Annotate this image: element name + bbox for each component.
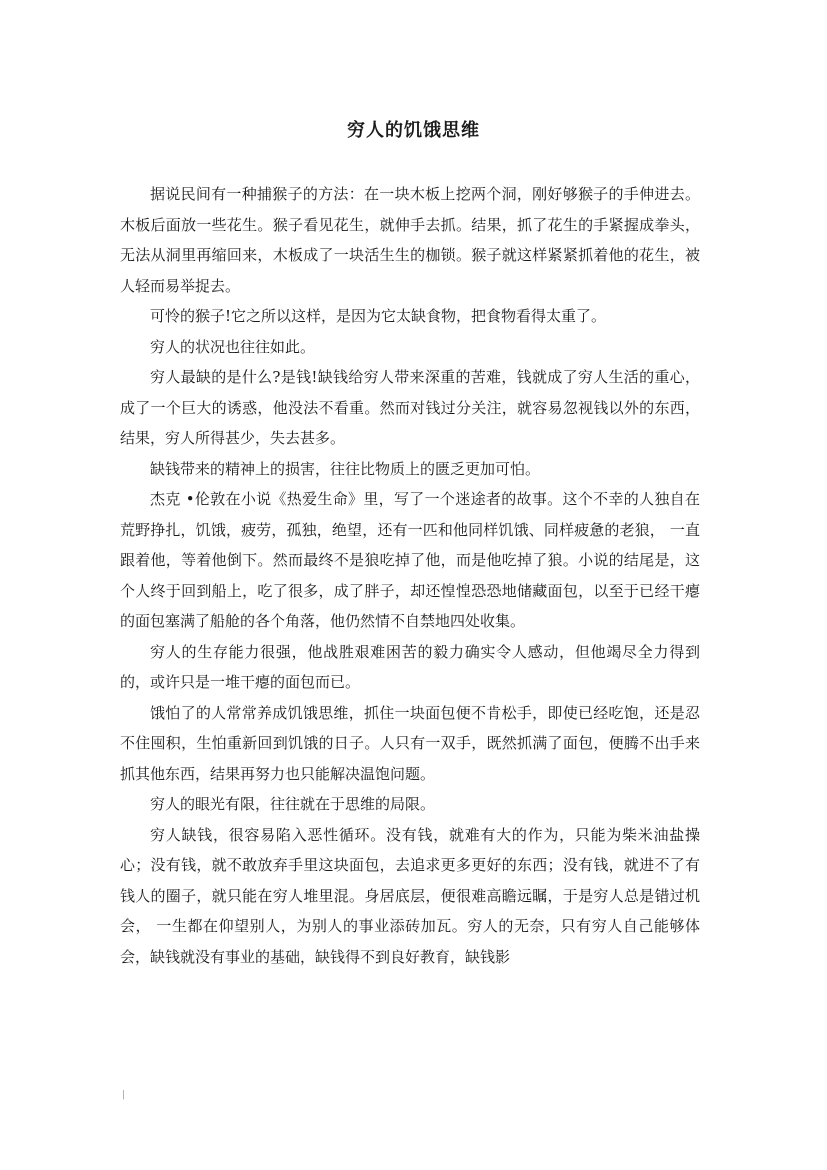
- paragraph: 缺钱带来的精神上的损害，往往比物质上的匮乏更加可怕。: [150, 459, 541, 478]
- paragraph: 杰克 •伦敦在小说《热爱生命》里，写了一个迷途者的故事。这个不幸的人独自在荒野挣扎，饥饿，疲劳，孤独，绝望，还有一匹和他同样饥饿、同样疲惫的老狼， 一直跟着他，等着他倒下。然而最终不是狼吃掉了他，而是他吃掉了狼。小说的结尾是，这个人终于回到船上，吃了很多，成了胖子，却还惶惶恐恐地储藏面包，以至于已经干瘪的面包塞满了船舱的各个角落，他仍然情不自禁地四处收集。: [120, 490, 700, 630]
- page-marker: |: [122, 1090, 126, 1100]
- paragraph: 据说民间有一种捕猴子的方法：在一块木板上挖两个洞，刚好够猴子的手伸进去。木板后面放一些花生。猴子看见花生，就伸手去抓。结果，抓了花生的手紧握成拳头，无法从洞里再缩回来，木板成了一块活生生的枷锁。猴子就这样紧紧抓着他的花生，被人轻而易举捉去。: [120, 185, 700, 295]
- paragraph: 穷人的状况也往往如此。: [150, 337, 316, 356]
- paragraph: 穷人最缺的是什么?是钱!缺钱给穷人带来深重的苦难，钱就成了穷人生活的重心，成了一个巨大的诱惑，他没法不看重。然而对钱过分关注，就容易忽视钱以外的东西，结果，穷人所得甚少，失去甚多。: [120, 368, 700, 447]
- paragraph: 穷人缺钱，很容易陷入恶性循环。没有钱，就难有大的作为，只能为柴米油盐操心；没有钱，就不敢放弃手里这块面包，去追求更多更好的东西；没有钱，就进不了有钱人的圈子，就只能在穷人堆里混。身居底层，便很难高瞻远瞩，于是穷人总是错过机会， 一生都在仰望别人，为别人的事业添砖加瓦。穷人的无奈，只有穷人自己能够体会，缺钱就没有事业的基础，缺钱得不到良好教育，缺钱影: [120, 825, 700, 966]
- paragraph: 穷人的眼光有限，往往就在于思维的局限。: [150, 795, 436, 813]
- document-body: [120, 179, 700, 972]
- paragraph: 穷人的生存能力很强，他战胜艰难困苦的毅力确实令人感动，但他竭尽全力得到的，或许只是一堆干瘪的面包而已。: [120, 642, 700, 691]
- document-title: 穷人的饥饿思维: [347, 120, 480, 141]
- paragraph: 饿怕了的人常常养成饥饿思维，抓住一块面包便不肯松手，即使已经吃饱，还是忍不住囤积，生怕重新回到饥饿的日子。人只有一双手，既然抓满了面包，便腾不出手来抓其他东西，结果再努力也只能解决温饱问题。: [120, 703, 700, 783]
- paragraph: 可怜的猴子!它之所以这样，是因为它太缺食物，把食物看得太重了。: [150, 307, 607, 325]
